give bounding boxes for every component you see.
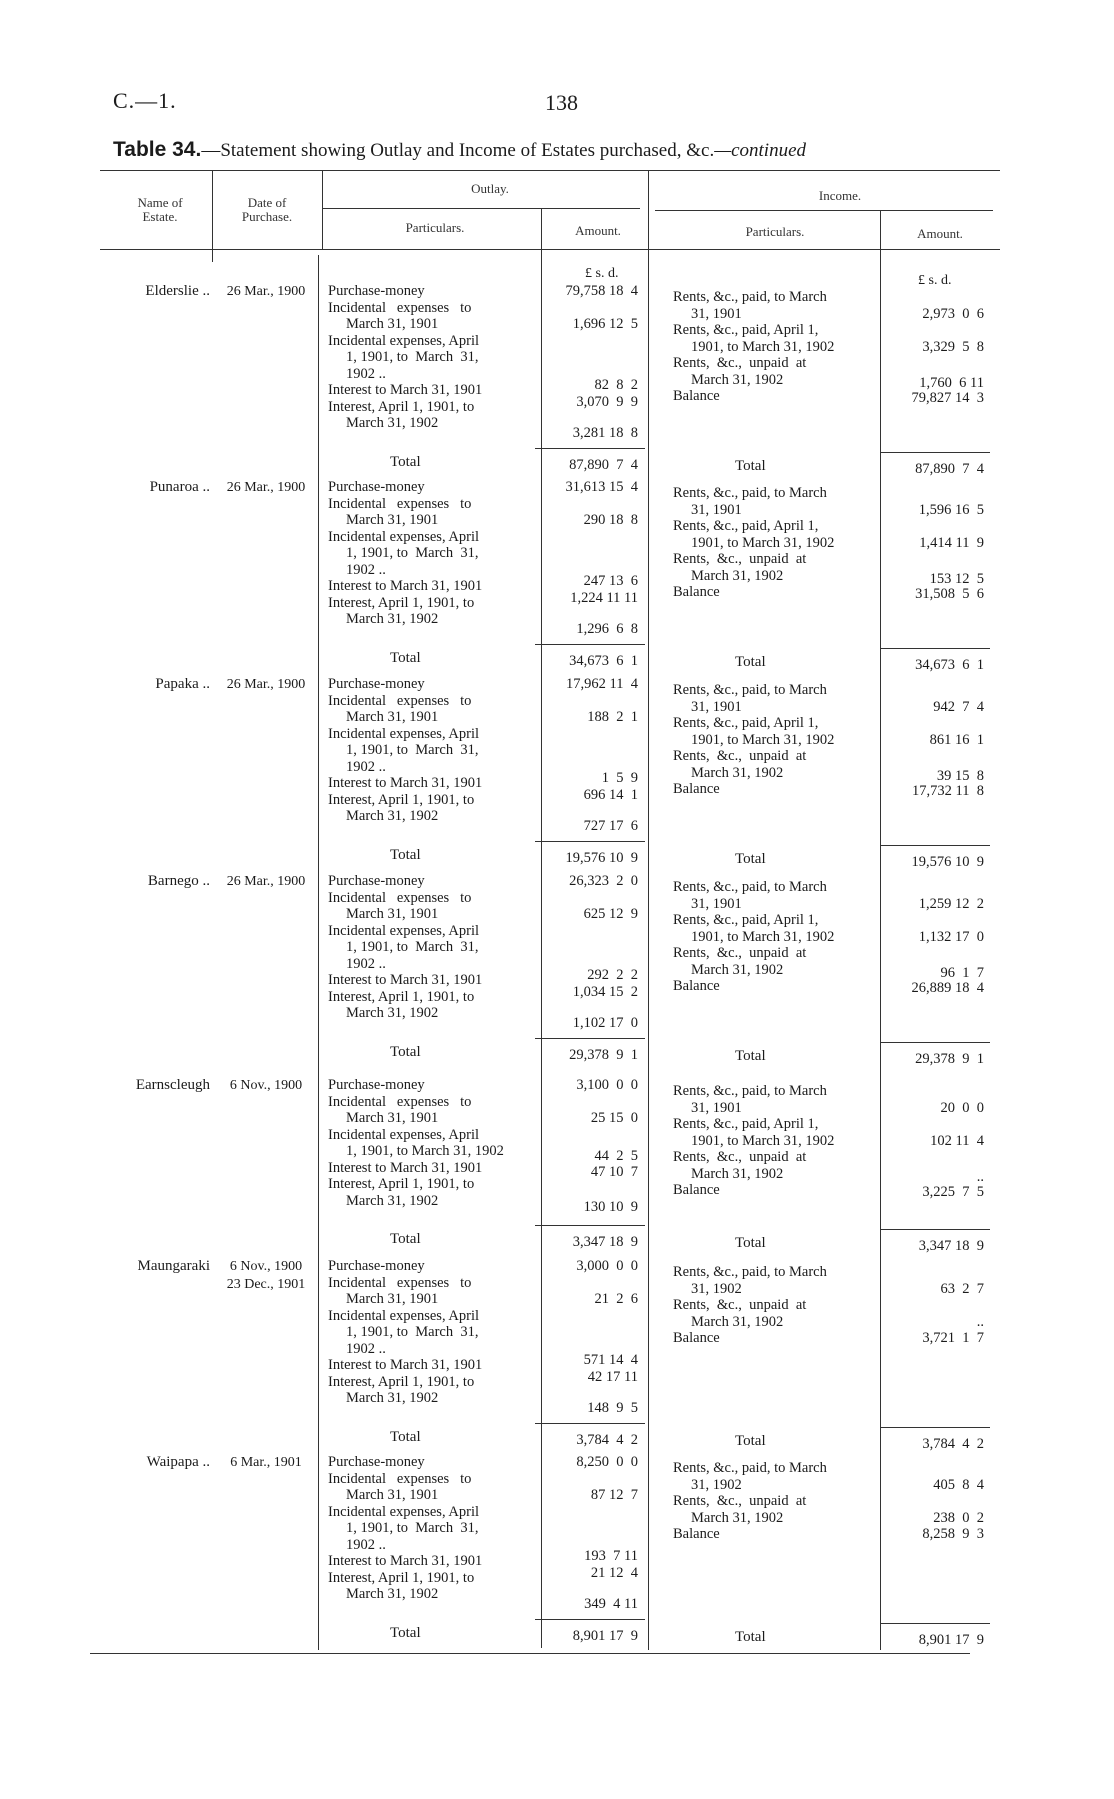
income-total-rule — [880, 1042, 990, 1043]
income-particular-line: Balance — [673, 1526, 720, 1542]
col-income-amount: Amount. — [917, 226, 963, 241]
outlay-total-rule — [535, 1038, 645, 1039]
income-particular-line: Balance — [673, 584, 720, 600]
outlay-particular-line: Incidental expenses, April — [328, 922, 479, 939]
outlay-particular-line: 1902 .. — [346, 758, 386, 775]
outlay-particular-line: Incidental expenses to — [328, 692, 472, 709]
outlay-total-label: Total — [390, 649, 421, 666]
income-particular-line: Balance — [673, 1182, 720, 1198]
outlay-particular-line: 1, 1901, to March 31, — [346, 545, 479, 561]
outlay-amount: 1,034 15 2 — [572, 983, 638, 1000]
income-particular-line: March 31, 1902 — [691, 764, 784, 781]
outlay-particular-line: Interest to March 31, 1901 — [328, 1159, 483, 1176]
outlay-amount: 696 14 1 — [583, 786, 638, 803]
income-amount: .. — [976, 1168, 984, 1185]
outlay-particular-line: Purchase-money — [328, 1077, 425, 1093]
outlay-amount: 1 5 9 — [601, 770, 638, 787]
outlay-particular-line: 1902 .. — [346, 955, 386, 972]
outlay-particular-line: 1, 1901, to March 31, — [346, 349, 479, 365]
income-total-amount: 87,890 7 4 — [915, 460, 984, 477]
outlay-total-label: Total — [390, 1624, 421, 1641]
outlay-particular-line: March 31, 1901 — [346, 512, 439, 528]
table-label: Table 34. — [113, 138, 202, 161]
col-date-of-purchase: Date of Purchase. — [241, 195, 293, 224]
income-amount: 8,258 9 3 — [922, 1526, 984, 1542]
outlay-total-amount: 87,890 7 4 — [569, 456, 638, 473]
income-amount: 942 7 4 — [933, 698, 984, 715]
outlay-particular-line: Incidental expenses, April — [328, 1126, 479, 1143]
outlay-particular-line: Interest to March 31, 1901 — [328, 1553, 483, 1569]
outlay-particular-line: 1902 .. — [346, 365, 386, 382]
outlay-total-amount: 3,784 4 2 — [576, 1431, 638, 1448]
outlay-amount: 290 18 8 — [583, 512, 638, 528]
outlay-particular-line: Incidental expenses, April — [328, 1503, 479, 1520]
page-number: 138 — [545, 90, 578, 115]
income-particular-line: Rents, &c., unpaid at — [673, 945, 807, 961]
income-amount: 79,827 14 3 — [911, 389, 984, 406]
income-total-label: Total — [735, 1047, 766, 1064]
outlay-particular-line: Interest, April 1, 1901, to — [328, 1373, 475, 1390]
outlay-particular-line: Incidental expenses, April — [328, 332, 479, 349]
outlay-amount: 1,102 17 0 — [572, 1014, 638, 1031]
income-particular-line: Rents, &c., unpaid at — [673, 748, 807, 764]
income-particular-line: March 31, 1902 — [691, 1509, 784, 1526]
income-total-amount: 29,378 9 1 — [915, 1050, 984, 1067]
outlay-total-label: Total — [390, 1043, 421, 1060]
income-particular-line: Balance — [673, 781, 720, 797]
income-particular-line: March 31, 1902 — [691, 1165, 784, 1182]
outlay-amount: 1,224 11 11 — [570, 589, 638, 606]
income-amount: 238 0 2 — [933, 1509, 984, 1526]
outlay-particular-line: Incidental expenses to — [328, 1470, 472, 1487]
outlay-amount: 130 10 9 — [583, 1199, 638, 1216]
income-particular-line: Rents, &c., paid, to March — [673, 289, 827, 305]
outlay-particular-line: 1, 1901, to March 31, — [346, 1324, 479, 1340]
outlay-total-amount: 8,901 17 9 — [572, 1627, 638, 1644]
income-total-rule — [880, 1427, 990, 1428]
income-total-amount: 8,901 17 9 — [918, 1631, 984, 1648]
outlay-amount: 193 7 11 — [584, 1548, 638, 1565]
col-outlay: Outlay. — [471, 181, 509, 196]
outlay-amount: 17,962 11 4 — [566, 676, 638, 692]
income-particular-line: Rents, &c., paid, to March — [673, 879, 827, 895]
outlay-amount: 148 9 5 — [587, 1399, 638, 1416]
outlay-particular-line: Interest, April 1, 1901, to — [328, 398, 475, 415]
income-amount: 153 12 5 — [929, 570, 984, 587]
income-amount: 39 15 8 — [936, 767, 984, 784]
outlay-amount: 25 15 0 — [590, 1110, 638, 1126]
date-col-rule — [322, 170, 323, 250]
income-total-label: Total — [735, 653, 766, 670]
outlay-particular-line: Incidental expenses, April — [328, 528, 479, 545]
outlay-amount: 625 12 9 — [583, 906, 638, 922]
outlay-total-label: Total — [390, 846, 421, 863]
income-amount: 102 11 4 — [930, 1132, 984, 1149]
table-continued: —continued — [714, 140, 807, 161]
purchase-date: 6 Mar., 1901 — [230, 1455, 302, 1470]
outlay-subhead-rule — [322, 208, 640, 209]
series-code: C.—1. — [113, 88, 177, 113]
income-amount: 2,973 0 6 — [922, 305, 984, 322]
outlay-total-label: Total — [390, 453, 421, 470]
income-particular-line: 31, 1901 — [691, 698, 742, 715]
income-particular-line: Rents, &c., paid, April 1, — [673, 1116, 819, 1132]
header-top-rule — [100, 170, 1000, 171]
outlay-amount: 3,000 0 0 — [576, 1258, 638, 1274]
outlay-particular-line: Incidental expenses to — [328, 1274, 472, 1291]
date-particulars-rule — [318, 255, 319, 1650]
purchase-date: 26 Mar., 1900 — [226, 284, 306, 299]
income-amount: 3,225 7 5 — [922, 1183, 984, 1200]
outlay-total-rule — [535, 1225, 645, 1226]
col-name-of-estate: Name of Estate. — [137, 195, 183, 224]
outlay-particular-line: March 31, 1902 — [346, 1390, 439, 1406]
col-outlay-particulars: Particulars. — [405, 220, 465, 235]
income-amount: 3,329 5 8 — [922, 338, 984, 355]
income-particular-line: 1901, to March 31, 1902 — [691, 731, 835, 748]
income-particular-line: 1901, to March 31, 1902 — [691, 534, 835, 551]
income-total-amount: 34,673 6 1 — [915, 656, 984, 673]
outlay-total-rule — [535, 448, 645, 449]
income-particular-line: Rents, &c., unpaid at — [673, 355, 807, 371]
outlay-amount: 26,323 2 0 — [569, 873, 638, 889]
outlay-amount: 3,281 18 8 — [572, 424, 638, 441]
income-total-rule — [880, 452, 990, 453]
col-income: Income. — [818, 188, 862, 203]
outlay-particular-line: Interest to March 31, 1901 — [328, 972, 483, 988]
income-particular-line: Rents, &c., paid, to March — [673, 682, 827, 698]
purchase-date: 26 Mar., 1900 — [226, 480, 306, 495]
outlay-amount: 8,250 0 0 — [576, 1454, 638, 1470]
purchase-date: 26 Mar., 1900 — [226, 677, 306, 692]
outlay-particular-line: Incidental expenses to — [328, 1093, 472, 1110]
outlay-particular-line: March 31, 1902 — [346, 1005, 439, 1021]
outlay-total-rule — [535, 1619, 645, 1620]
outlay-amount: 3,070 9 9 — [576, 393, 638, 410]
outlay-amount: 247 13 6 — [583, 573, 638, 590]
purchase-date: 6 Nov., 1900 23 Dec., 1901 — [226, 1259, 306, 1292]
income-total-label: Total — [735, 850, 766, 867]
income-total-label: Total — [735, 1432, 766, 1449]
outlay-particular-line: 1902 .. — [346, 1536, 386, 1553]
outlay-particular-line: March 31, 1901 — [346, 906, 439, 922]
income-particular-line: Rents, &c., unpaid at — [673, 1297, 807, 1313]
income-particular-line: Rents, &c., paid, to March — [673, 1083, 827, 1099]
income-amount: 861 16 1 — [929, 731, 984, 748]
outlay-total-label: Total — [390, 1428, 421, 1445]
income-amount: 405 8 4 — [933, 1476, 984, 1493]
income-particular-line: Balance — [673, 1330, 720, 1346]
income-particular-line: Rents, &c., paid, April 1, — [673, 912, 819, 928]
outlay-particular-line: March 31, 1901 — [346, 1487, 439, 1503]
outlay-particular-line: 1, 1901, to March 31, 1902 — [346, 1143, 504, 1159]
income-particular-line: Balance — [673, 978, 720, 994]
name-col-rule — [212, 170, 213, 262]
outlay-total-rule — [535, 644, 645, 645]
income-amount: 96 1 7 — [940, 964, 984, 981]
outlay-particular-line: 1, 1901, to March 31, — [346, 742, 479, 758]
income-amount: 1,760 6 11 — [919, 374, 984, 391]
outlay-amount: 1,296 6 8 — [576, 620, 638, 637]
outlay-amount: 79,758 18 4 — [565, 283, 638, 299]
estate-name: Earnscleugh — [135, 1077, 210, 1093]
outlay-particular-line: March 31, 1902 — [346, 808, 439, 824]
outlay-particular-line: March 31, 1901 — [346, 1110, 439, 1126]
income-particular-line: Rents, &c., paid, to March — [673, 1460, 827, 1476]
estate-name: Barnego .. — [147, 873, 210, 889]
income-particular-line: Rents, &c., paid, April 1, — [673, 322, 819, 338]
outlay-particular-line: March 31, 1901 — [346, 1291, 439, 1307]
outlay-particular-line: Interest, April 1, 1901, to — [328, 1176, 475, 1192]
outlay-particular-line: Interest, April 1, 1901, to — [328, 791, 475, 808]
income-particular-line: Rents, &c., paid, April 1, — [673, 518, 819, 534]
outlay-particular-line: Interest, April 1, 1901, to — [328, 988, 475, 1005]
outlay-total-amount: 29,378 9 1 — [569, 1046, 638, 1063]
table-title — [113, 138, 806, 162]
income-total-rule — [880, 1229, 990, 1230]
outlay-amount: 571 14 4 — [583, 1352, 638, 1369]
outlay-particular-line: March 31, 1901 — [346, 316, 439, 332]
outlay-particular-line: Incidental expenses, April — [328, 725, 479, 742]
outlay-total-amount: 34,673 6 1 — [569, 652, 638, 669]
outlay-amount: 47 10 7 — [590, 1164, 638, 1181]
outlay-amount: 292 2 2 — [587, 967, 638, 984]
income-amount: 1,414 11 9 — [919, 534, 984, 551]
outlay-amount: 31,613 15 4 — [565, 479, 638, 495]
outlay-particular-line: March 31, 1901 — [346, 709, 439, 725]
income-particular-line: March 31, 1902 — [691, 371, 784, 388]
purchase-date: 6 Nov., 1900 — [229, 1078, 303, 1093]
income-amount: 1,259 12 2 — [918, 895, 984, 912]
outlay-particular-line: Purchase-money — [328, 1258, 425, 1274]
income-amount: .. — [976, 1313, 984, 1330]
outlay-particular-line: March 31, 1902 — [346, 611, 439, 627]
purchase-date: 26 Mar., 1900 — [226, 874, 306, 889]
income-particular-line: 1901, to March 31, 1902 — [691, 1132, 835, 1149]
income-amount: 3,721 1 7 — [922, 1330, 984, 1346]
outlay-particular-line: Purchase-money — [328, 676, 425, 692]
income-particular-line: 31, 1901 — [691, 305, 742, 322]
outlay-lsd-heading: £ s. d. — [585, 266, 619, 281]
outlay-particular-line: Interest, April 1, 1901, to — [328, 594, 475, 611]
income-total-amount: 19,576 10 9 — [911, 853, 984, 870]
outlay-income-col-rule — [648, 170, 649, 1650]
outlay-amount: 21 2 6 — [594, 1291, 638, 1307]
outlay-particular-line: Purchase-money — [328, 479, 425, 495]
outlay-total-rule — [535, 841, 645, 842]
estate-name: Waipapa .. — [146, 1454, 210, 1470]
estate-name: Elderslie .. — [145, 283, 210, 299]
estate-name: Papaka .. — [155, 676, 210, 692]
outlay-particular-line: March 31, 1902 — [346, 1586, 439, 1602]
outlay-particular-line: 1, 1901, to March 31, — [346, 1520, 479, 1536]
outlay-particular-line: 1902 .. — [346, 561, 386, 578]
col-outlay-amount: Amount. — [575, 223, 621, 238]
income-total-amount: 3,347 18 9 — [918, 1238, 984, 1254]
outlay-amount: 188 2 1 — [587, 709, 638, 725]
outlay-amount: 21 12 4 — [590, 1564, 638, 1581]
outlay-amount: 44 2 5 — [594, 1147, 638, 1164]
outlay-particular-line: Incidental expenses to — [328, 889, 472, 906]
income-particular-line: 1901, to March 31, 1902 — [691, 338, 835, 355]
outlay-particular-line: Incidental expenses, April — [328, 1307, 479, 1324]
outlay-particular-line: Interest to March 31, 1901 — [328, 775, 483, 791]
outlay-particular-line: March 31, 1902 — [346, 1192, 439, 1209]
income-total-rule — [880, 648, 990, 649]
outlay-amount: 42 17 11 — [587, 1368, 638, 1385]
income-total-label: Total — [735, 1628, 766, 1645]
income-particular-line: 31, 1902 — [691, 1476, 742, 1493]
outlay-total-rule — [535, 1423, 645, 1424]
outlay-particular-line: Purchase-money — [328, 873, 425, 889]
outlay-particular-line: Purchase-money — [328, 1454, 425, 1470]
income-particular-line: 31, 1901 — [691, 501, 742, 518]
outlay-amount: 87 12 7 — [590, 1487, 638, 1503]
outlay-particular-line: Interest to March 31, 1901 — [328, 578, 483, 594]
income-amount: 26,889 18 4 — [911, 979, 984, 996]
outlay-amount: 82 8 2 — [594, 377, 638, 394]
income-particular-line: Rents, &c., unpaid at — [673, 1493, 807, 1509]
income-amount: 1,596 16 5 — [918, 501, 984, 518]
header-bottom-rule — [100, 249, 1000, 250]
income-particular-line: Balance — [673, 388, 720, 404]
income-amount: 20 0 0 — [940, 1099, 984, 1116]
income-particular-line: Rents, &c., paid, to March — [673, 1264, 827, 1280]
income-particular-line: Rents, &c., unpaid at — [673, 551, 807, 567]
income-amount: 31,508 5 6 — [915, 585, 984, 602]
outlay-particular-line: 1, 1901, to March 31, — [346, 939, 479, 955]
outlay-particular-line: March 31, 1902 — [346, 415, 439, 431]
outlay-total-amount: 19,576 10 9 — [565, 849, 638, 866]
outlay-particular-line: Incidental expenses to — [328, 495, 472, 512]
outlay-particular-line: Interest to March 31, 1901 — [328, 1357, 483, 1373]
income-lsd-heading: £ s. d. — [918, 273, 952, 288]
income-particular-line: Rents, &c., paid, April 1, — [673, 715, 819, 731]
income-particular-line: March 31, 1902 — [691, 567, 784, 584]
col-income-particulars: Particulars. — [745, 224, 805, 239]
income-particular-line: March 31, 1902 — [691, 1313, 784, 1330]
income-particular-line: Rents, &c., paid, to March — [673, 485, 827, 501]
income-particular-line: March 31, 1902 — [691, 961, 784, 978]
income-particular-line: Rents, &c., unpaid at — [673, 1149, 807, 1165]
outlay-amount: 349 4 11 — [584, 1595, 638, 1612]
outlay-particular-line: Incidental expenses to — [328, 299, 472, 316]
income-particular-line: 31, 1902 — [691, 1280, 742, 1297]
outlay-particular-line: Purchase-money — [328, 283, 425, 299]
income-amount: 1,132 17 0 — [918, 928, 984, 945]
income-amount: 63 2 7 — [940, 1280, 984, 1297]
income-total-amount: 3,784 4 2 — [922, 1435, 984, 1452]
footer-rule — [90, 1653, 970, 1654]
outlay-amount: 1,696 12 5 — [572, 316, 638, 332]
outlay-particular-line: 1902 .. — [346, 1340, 386, 1357]
income-subhead-rule — [655, 210, 993, 211]
income-total-label: Total — [735, 1235, 766, 1251]
income-particular-line: 31, 1901 — [691, 1099, 742, 1116]
table-caption: —Statement showing Outlay and Income of Estates purchased, &c. — [201, 140, 715, 161]
income-amount: 17,732 11 8 — [912, 782, 984, 799]
outlay-particular-line: Interest, April 1, 1901, to — [328, 1569, 475, 1586]
income-total-rule — [880, 1623, 990, 1624]
outlay-amount: 727 17 6 — [583, 817, 638, 834]
outlay-particular-line: Interest to March 31, 1901 — [328, 382, 483, 398]
estate-name: Punaroa .. — [149, 479, 210, 495]
outlay-total-amount: 3,347 18 9 — [572, 1234, 638, 1250]
income-total-label: Total — [735, 457, 766, 474]
income-total-rule — [880, 845, 990, 846]
income-particular-line: 31, 1901 — [691, 895, 742, 912]
income-particular-line: 1901, to March 31, 1902 — [691, 928, 835, 945]
outlay-total-label: Total — [390, 1231, 421, 1247]
estate-name: Maungaraki — [137, 1258, 210, 1274]
outlay-amount: 3,100 0 0 — [576, 1077, 638, 1093]
